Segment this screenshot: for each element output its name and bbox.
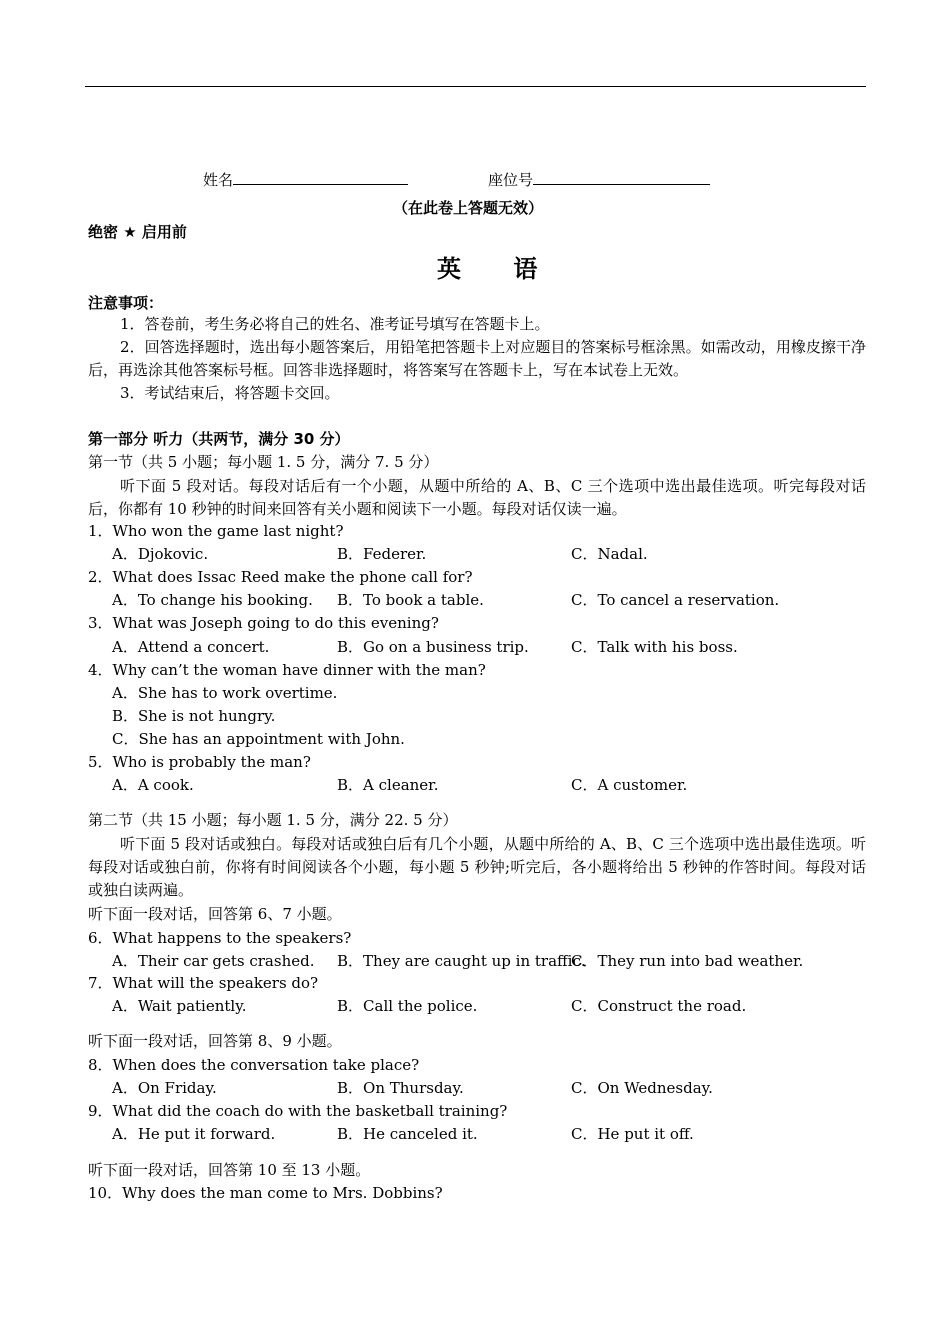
q5-option-b: B．A cleaner. [337,776,439,794]
section2-heading: 第二节（共 15 小题；每小题 1. 5 分，满分 22. 5 分） [88,811,458,829]
q3-option-a: A．Attend a concert. [112,638,270,656]
question-1: 1．Who won the game last night? [88,522,344,540]
question-9: 9．What did the coach do with the basketball training? [88,1102,508,1120]
question-6: 6．What happens to the speakers? [88,929,352,947]
notice-item-3: 3．考试结束后，将答题卡交回。 [120,384,340,402]
question-3: 3．What was Joseph going to do this evening? [88,614,439,632]
q8-option-c: C．On Wednesday. [571,1079,713,1097]
group-intro-6-7: 听下面一段对话，回答第 6、7 小题。 [88,905,342,923]
notice-heading: 注意事项： [88,294,164,312]
part1-heading: 第一部分 听力（共两节，满分 30 分） [88,430,350,448]
group-intro-10-13: 听下面一段对话，回答第 10 至 13 小题。 [88,1161,371,1179]
seat-field [488,168,710,190]
question-10: 10．Why does the man come to Mrs. Dobbins? [88,1184,443,1202]
q2-option-a: A．To change his booking. [112,591,313,609]
q8-option-b: B．On Thursday. [337,1079,464,1097]
question-4: 4．Why can’t the woman have dinner with the man? [88,661,486,679]
header-rule [85,86,866,87]
name-blank [233,168,408,185]
q7-option-c: C．Construct the road. [571,997,747,1015]
q9-option-a: A．He put it forward. [112,1125,276,1143]
notice-item-2: 2．回答选择题时，选出每小题答案后，用铅笔把答题卡上对应题目的答案标号框涂黑。如需改动，用橡皮擦干净后，再选涂其他答案标号框。回答非选择题时，将答案写在答题卡上，写在本试卷上无效。 [88,338,866,379]
q6-option-b: B．They are caught up in traffic. [337,952,586,970]
q1-option-b: B．Federer. [337,545,427,563]
q8-option-a: A．On Friday. [112,1079,217,1097]
invalid-note: （在此卷上答题无效） [393,199,544,217]
notice-item-1: 1．答卷前，考生务必将自己的姓名、准考证号填写在答题卡上。 [120,315,550,333]
q4-option-b: B．She is not hungry. [112,707,276,725]
q6-option-c: C．They run into bad weather. [571,952,804,970]
seat-label: 座位号 [488,171,534,189]
q6-option-a: A．Their car gets crashed. [112,952,315,970]
name-label: 姓名 [203,171,234,189]
name-field [203,168,408,190]
q9-option-b: B．He canceled it. [337,1125,478,1143]
question-2: 2．What does Issac Reed make the phone call for? [88,568,473,586]
q9-option-c: C．He put it off. [571,1125,694,1143]
q4-option-c: C．She has an appointment with John. [112,730,405,748]
group-intro-8-9: 听下面一段对话，回答第 8、9 小题。 [88,1032,342,1050]
section1-instructions: 听下面 5 段对话。每段对话后有一个小题，从题中所给的 A、B、C 三个选项中选出最佳选项。听完每段对话后，你都有 10 秒钟的时间来回答有关小题和阅读下一小题。每段对话仅读一遍。 [88,477,866,518]
q4-option-a: A．She has to work overtime. [112,684,338,702]
q5-option-c: C．A customer. [571,776,688,794]
seat-blank [533,168,710,185]
q5-option-a: A．A cook. [112,776,194,794]
q3-option-c: C．Talk with his boss. [571,638,738,656]
q3-option-b: B．Go on a business trip. [337,638,529,656]
section1-heading: 第一节（共 5 小题；每小题 1. 5 分，满分 7. 5 分） [88,453,439,471]
question-8: 8．When does the conversation take place? [88,1056,420,1074]
q2-option-c: C．To cancel a reservation. [571,591,780,609]
question-5: 5．Who is probably the man? [88,753,311,771]
q7-option-b: B．Call the police. [337,997,478,1015]
q1-option-a: A．Djokovic. [112,545,209,563]
page-title: 英 语 [437,255,560,283]
section2-instructions: 听下面 5 段对话或独白。每段对话或独白后有几个小题，从题中所给的 A、B、C 三个选项中选出最佳选项。听每段对话或独白前，你将有时间阅读各个小题，每小题 5 秒钟;听完后，各小题将给出 5 秒钟的作答时间。每段对话或独白读两遍。 [88,835,866,899]
q2-option-b: B．To book a table. [337,591,484,609]
secret-label: 绝密 ★ 启用前 [88,223,187,241]
question-7: 7．What will the speakers do? [88,974,319,992]
q7-option-a: A．Wait patiently. [112,997,247,1015]
q1-option-c: C．Nadal. [571,545,648,563]
